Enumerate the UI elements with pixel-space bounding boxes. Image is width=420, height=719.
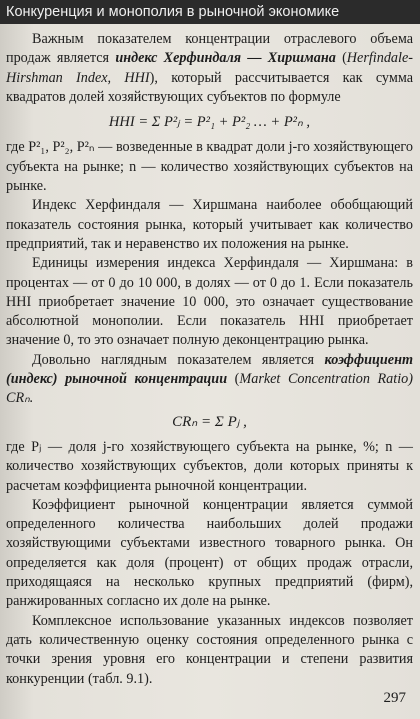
paragraph-hhi-description: Индекс Херфиндаля — Хиршмана наиболее обобщающий показатель состояния рынка, который учитывает как количество предприятий, так и неравенство их положения на рынке.	[6, 197, 413, 252]
paragraph-conclusion: Комплексное использование указанных индексов позволяет дать количественную оценку состояния определенного рынка с точки зрения уровня его концентрации и степени развития конкуренции (табл. 9.1).	[6, 612, 413, 687]
paragraph-cr-legend: где Pⱼ — доля j-го хозяйствующего субъекта на рынке, %; n — количество хозяйствующих субъектов, доли которых приняты к расчетам коэффициента рыночной концентрации.	[6, 438, 413, 494]
paragraph-text: (	[227, 371, 240, 388]
term-hhi-english: Herfindale-Hirshman Index, HHI	[6, 50, 413, 86]
term-cr-english: Market Concentration Ratio	[239, 371, 409, 388]
formula-hhi: HHI = Σ P²ⱼ = P²₁ + P²₂ … + P²ₙ ,	[108, 114, 311, 131]
paragraph-cr-description: Коэффициент рыночной концентрации является суммой определенного количества наибольших долей продажи хозяйствующими субъектами известного товарного рынка. Он определяется как доля (процент) от общих продаж отрасли, приходящаяся на несколько крупных предприятий (фирм), ранжированных согласно их доле на рынке.	[6, 496, 413, 610]
page-number: 297	[383, 690, 406, 706]
formula-cr: CRₙ = Σ Pⱼ ,	[172, 413, 247, 430]
term-cr: коэффициент (индекс) рыночной концентрации	[6, 351, 413, 388]
paragraph-text: Довольно наглядным показателем является	[32, 351, 325, 368]
paragraph-text: (	[335, 50, 347, 67]
term-hhi: индекс Херфиндаля — Хиршмана	[115, 50, 336, 67]
paragraph-hhi-legend: где P²₁, P²₂, P²ₙ — возведенные в квадрат доли j-го хозяйствующего субъекта на рынке; n — количество хозяйствующих субъектов на рынке.	[6, 139, 413, 195]
paragraph-hhi-units: Единицы измерения индекса Херфиндаля — Хиршмана: в процентах — от 0 до 10 000, в долях — от 0 до 1. Если показатель HHI приобретает значение 10 000, это означает существование абсолютной монополии. Если показатель HHI приобретает значение 0, то это означает полную деконцентрацию рынка.	[6, 255, 413, 349]
paragraph-text: ), который рассчитывается как сумма квадратов долей хозяйствующих субъектов по формуле	[6, 69, 413, 105]
paragraph-cr-intro	[6, 351, 413, 409]
paragraph-text: Важным показателем концентрации отраслевого объема продаж является	[6, 31, 413, 67]
paragraph-hhi-intro	[6, 30, 413, 107]
page-body	[6, 30, 413, 689]
running-header: Конкуренция и монополия в рыночной экономике	[0, 0, 420, 24]
paragraph-text: ) CRₙ.	[6, 371, 413, 407]
